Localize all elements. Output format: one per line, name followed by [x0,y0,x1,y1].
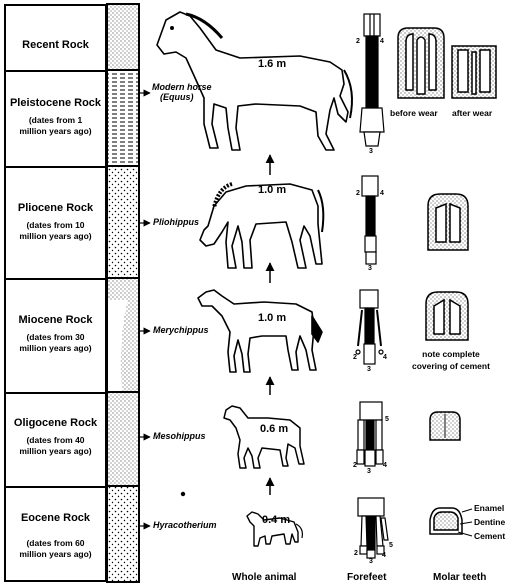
column-label-forefeet: Forefeet [347,572,387,583]
size-equus: 1.6 m [258,58,287,70]
forefoot-equus [360,14,384,146]
forefoot-pliohippus [362,176,378,264]
caption-miocene-note: note complete covering of cement [412,349,490,371]
digit-label: 4 [380,38,384,45]
digit-label: 3 [368,265,372,272]
digit-label: 4 [382,552,386,559]
digit-label: 2 [353,462,357,469]
forefoot-mesohippus [357,402,383,466]
rock-dates: (dates from 30 million years ago) [19,332,92,353]
digit-label: 2 [353,354,357,361]
genus-line2: (Equus) [160,92,194,102]
column-label-teeth: Molar teeth [433,572,487,583]
digit-label: 5 [389,542,393,549]
genus-line1: Modern horse [152,82,212,92]
rock-dates: (dates from 60 million years ago) [19,538,92,559]
size-merychippus: 1.0 m [258,312,287,324]
digit-label: 2 [354,550,358,557]
size-hyracotherium: 0.4 m [262,514,291,526]
caption-after-wear: after wear [452,108,493,118]
digit-label: 2 [356,190,360,197]
digit-label: 3 [367,468,371,475]
caption-cement: Cement [474,531,506,541]
tooth-hyracotherium [430,508,472,536]
rock-name: Recent Rock [22,39,89,51]
rock-name: Eocene Rock [20,512,91,524]
tooth-equus-after-wear [452,46,496,98]
genus-pliohippus: Pliohippus [153,217,199,227]
rock-name: Oligocene Rock [13,417,98,429]
digit-label: 4 [383,354,387,361]
genus-pointers [139,93,150,526]
forefoot-merychippus [356,290,383,364]
tooth-mesohippus [430,412,460,440]
rock-name: Pliocene Rock [17,202,94,214]
merychippus-silhouette [198,290,322,372]
rock-name: Miocene Rock [18,314,93,326]
pliohippus-silhouette [200,184,323,268]
rock-dates: (dates from 1 million years ago) [19,115,92,136]
forefoot-hyracotherium [358,498,388,558]
specimen-dot [181,492,185,496]
column-label-animal: Whole animal [232,572,297,583]
equus-silhouette [157,12,352,150]
genus-merychippus: Merychippus [153,325,209,335]
caption-enamel: Enamel [474,503,505,513]
strata-strip [107,4,139,582]
genus-hyracotherium: Hyracotherium [153,520,217,530]
rock-name: Pleistocene Rock [9,97,102,109]
rock-dates: (dates from 40 million years ago) [19,435,92,456]
mesohippus-silhouette [224,406,304,468]
size-pliohippus: 1.0 m [258,184,287,196]
digit-label: 3 [369,558,373,565]
genus-mesohippus: Mesohippus [153,431,206,441]
rock-dates: (dates from 10 million years ago) [19,220,92,241]
digit-label: 5 [385,416,389,423]
digit-label: 4 [383,462,387,469]
digit-label: 2 [356,38,360,45]
digit-label: 4 [380,190,384,197]
tooth-equus-before-wear [398,28,444,98]
caption-before-wear: before wear [390,108,438,118]
size-mesohippus: 0.6 m [260,423,289,435]
digit-label: 3 [367,366,371,373]
tooth-merychippus [426,292,468,340]
genus-equus [152,82,212,102]
digit-label: 3 [369,148,373,155]
tooth-pliohippus [428,194,468,250]
caption-dentine: Dentine [474,517,506,527]
